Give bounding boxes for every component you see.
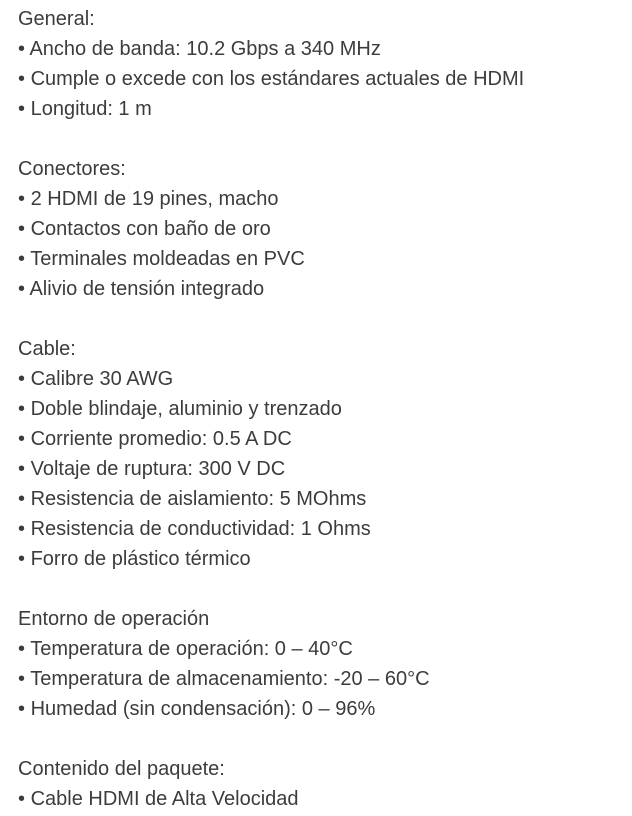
list-item [18, 214, 632, 244]
bullet: • [18, 218, 26, 240]
list-item [18, 634, 632, 664]
section-title: Cable: [18, 338, 76, 360]
section-title: Conectores: [18, 158, 126, 180]
section-title: Entorno de operación [18, 608, 210, 630]
list-item [18, 484, 632, 514]
bullet: • [18, 398, 26, 420]
bullet: • [18, 638, 26, 660]
item-text: Contactos con baño de oro [30, 218, 271, 240]
list-item [18, 544, 632, 574]
bullet: • [18, 278, 26, 300]
bullet: • [18, 518, 26, 540]
list-item [18, 94, 632, 124]
bullet: • [18, 68, 26, 90]
section-conectores [18, 154, 632, 304]
section-title: Contenido del paquete: [18, 758, 225, 780]
item-text: Calibre 30 AWG [30, 368, 174, 390]
section-contenido [18, 754, 632, 814]
list-item [18, 694, 632, 724]
section-cable [18, 334, 632, 574]
item-text: Forro de plástico térmico [30, 548, 251, 570]
list-item [18, 244, 632, 274]
list-item [18, 364, 632, 394]
bullet: • [18, 548, 26, 570]
bullet: • [18, 428, 26, 450]
section-title: General: [18, 8, 95, 30]
list-item [18, 784, 632, 814]
bullet: • [18, 248, 26, 270]
bullet: • [18, 188, 26, 210]
item-text: Resistencia de conductividad: 1 Ohms [30, 518, 371, 540]
item-text: Voltaje de ruptura: 300 V DC [30, 458, 286, 480]
bullet: • [18, 788, 26, 810]
item-text: Terminales moldeadas en PVC [30, 248, 305, 270]
list-item [18, 34, 632, 64]
bullet: • [18, 698, 26, 720]
item-text: Cumple o excede con los estándares actuales de HDMI [30, 68, 525, 90]
list-item [18, 454, 632, 484]
list-item [18, 184, 632, 214]
item-text: Temperatura de operación: 0 – 40°C [30, 638, 353, 660]
item-text: Doble blindaje, aluminio y trenzado [30, 398, 342, 420]
bullet: • [18, 458, 26, 480]
list-item [18, 424, 632, 454]
list-item [18, 274, 632, 304]
section-entorno [18, 604, 632, 724]
list-item [18, 664, 632, 694]
bullet: • [18, 488, 26, 510]
bullet: • [18, 98, 26, 120]
section-general [18, 4, 632, 124]
list-item [18, 394, 632, 424]
bullet: • [18, 368, 26, 390]
item-text: Humedad (sin condensación): 0 – 96% [30, 698, 376, 720]
item-text: Alivio de tensión integrado [29, 278, 265, 300]
item-text: Longitud: 1 m [30, 98, 152, 120]
bullet: • [18, 38, 26, 60]
item-text: 2 HDMI de 19 pines, macho [30, 188, 279, 210]
bullet: • [18, 668, 26, 690]
item-text: Resistencia de aislamiento: 5 MOhms [30, 488, 367, 510]
item-text: Cable HDMI de Alta Velocidad [30, 788, 299, 810]
item-text: Temperatura de almacenamiento: -20 – 60°C [30, 668, 430, 690]
item-text: Ancho de banda: 10.2 Gbps a 340 MHz [29, 38, 381, 60]
item-text: Corriente promedio: 0.5 A DC [30, 428, 292, 450]
list-item [18, 514, 632, 544]
list-item [18, 64, 632, 94]
